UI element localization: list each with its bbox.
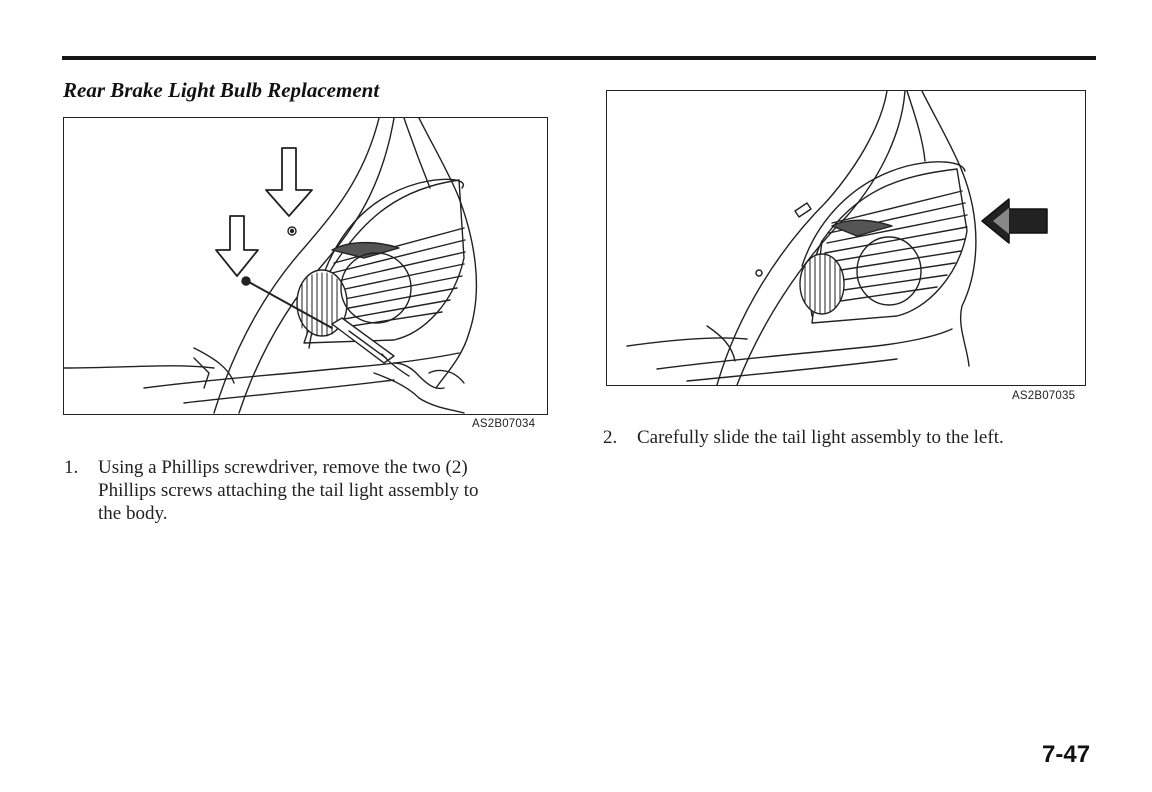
figure-remove-screws [63, 117, 548, 415]
figure-code: AS2B07035 [1012, 390, 1076, 402]
figure-slide-assembly [606, 90, 1086, 386]
section-title: Rear Brake Light Bulb Replacement [63, 78, 380, 102]
step-text [637, 426, 1004, 449]
step-number: 1. [64, 457, 79, 478]
tail-light-screws-illustration [64, 118, 547, 414]
step-text-line: Phillips screws attaching the tail light assembly to [98, 480, 479, 501]
page-number: 7-47 [1042, 741, 1091, 768]
step-text-line: Using a Phillips screwdriver, remove the two (2) [98, 457, 468, 478]
tail-light-slide-illustration [607, 91, 1085, 385]
header-rule [62, 56, 1096, 60]
step-number: 2. [603, 427, 618, 448]
step-text-line: the body. [98, 503, 168, 524]
figure-code: AS2B07034 [472, 418, 536, 430]
step-text-line: Carefully slide the tail light assembly to the left. [637, 427, 1004, 448]
step-text [98, 456, 478, 525]
